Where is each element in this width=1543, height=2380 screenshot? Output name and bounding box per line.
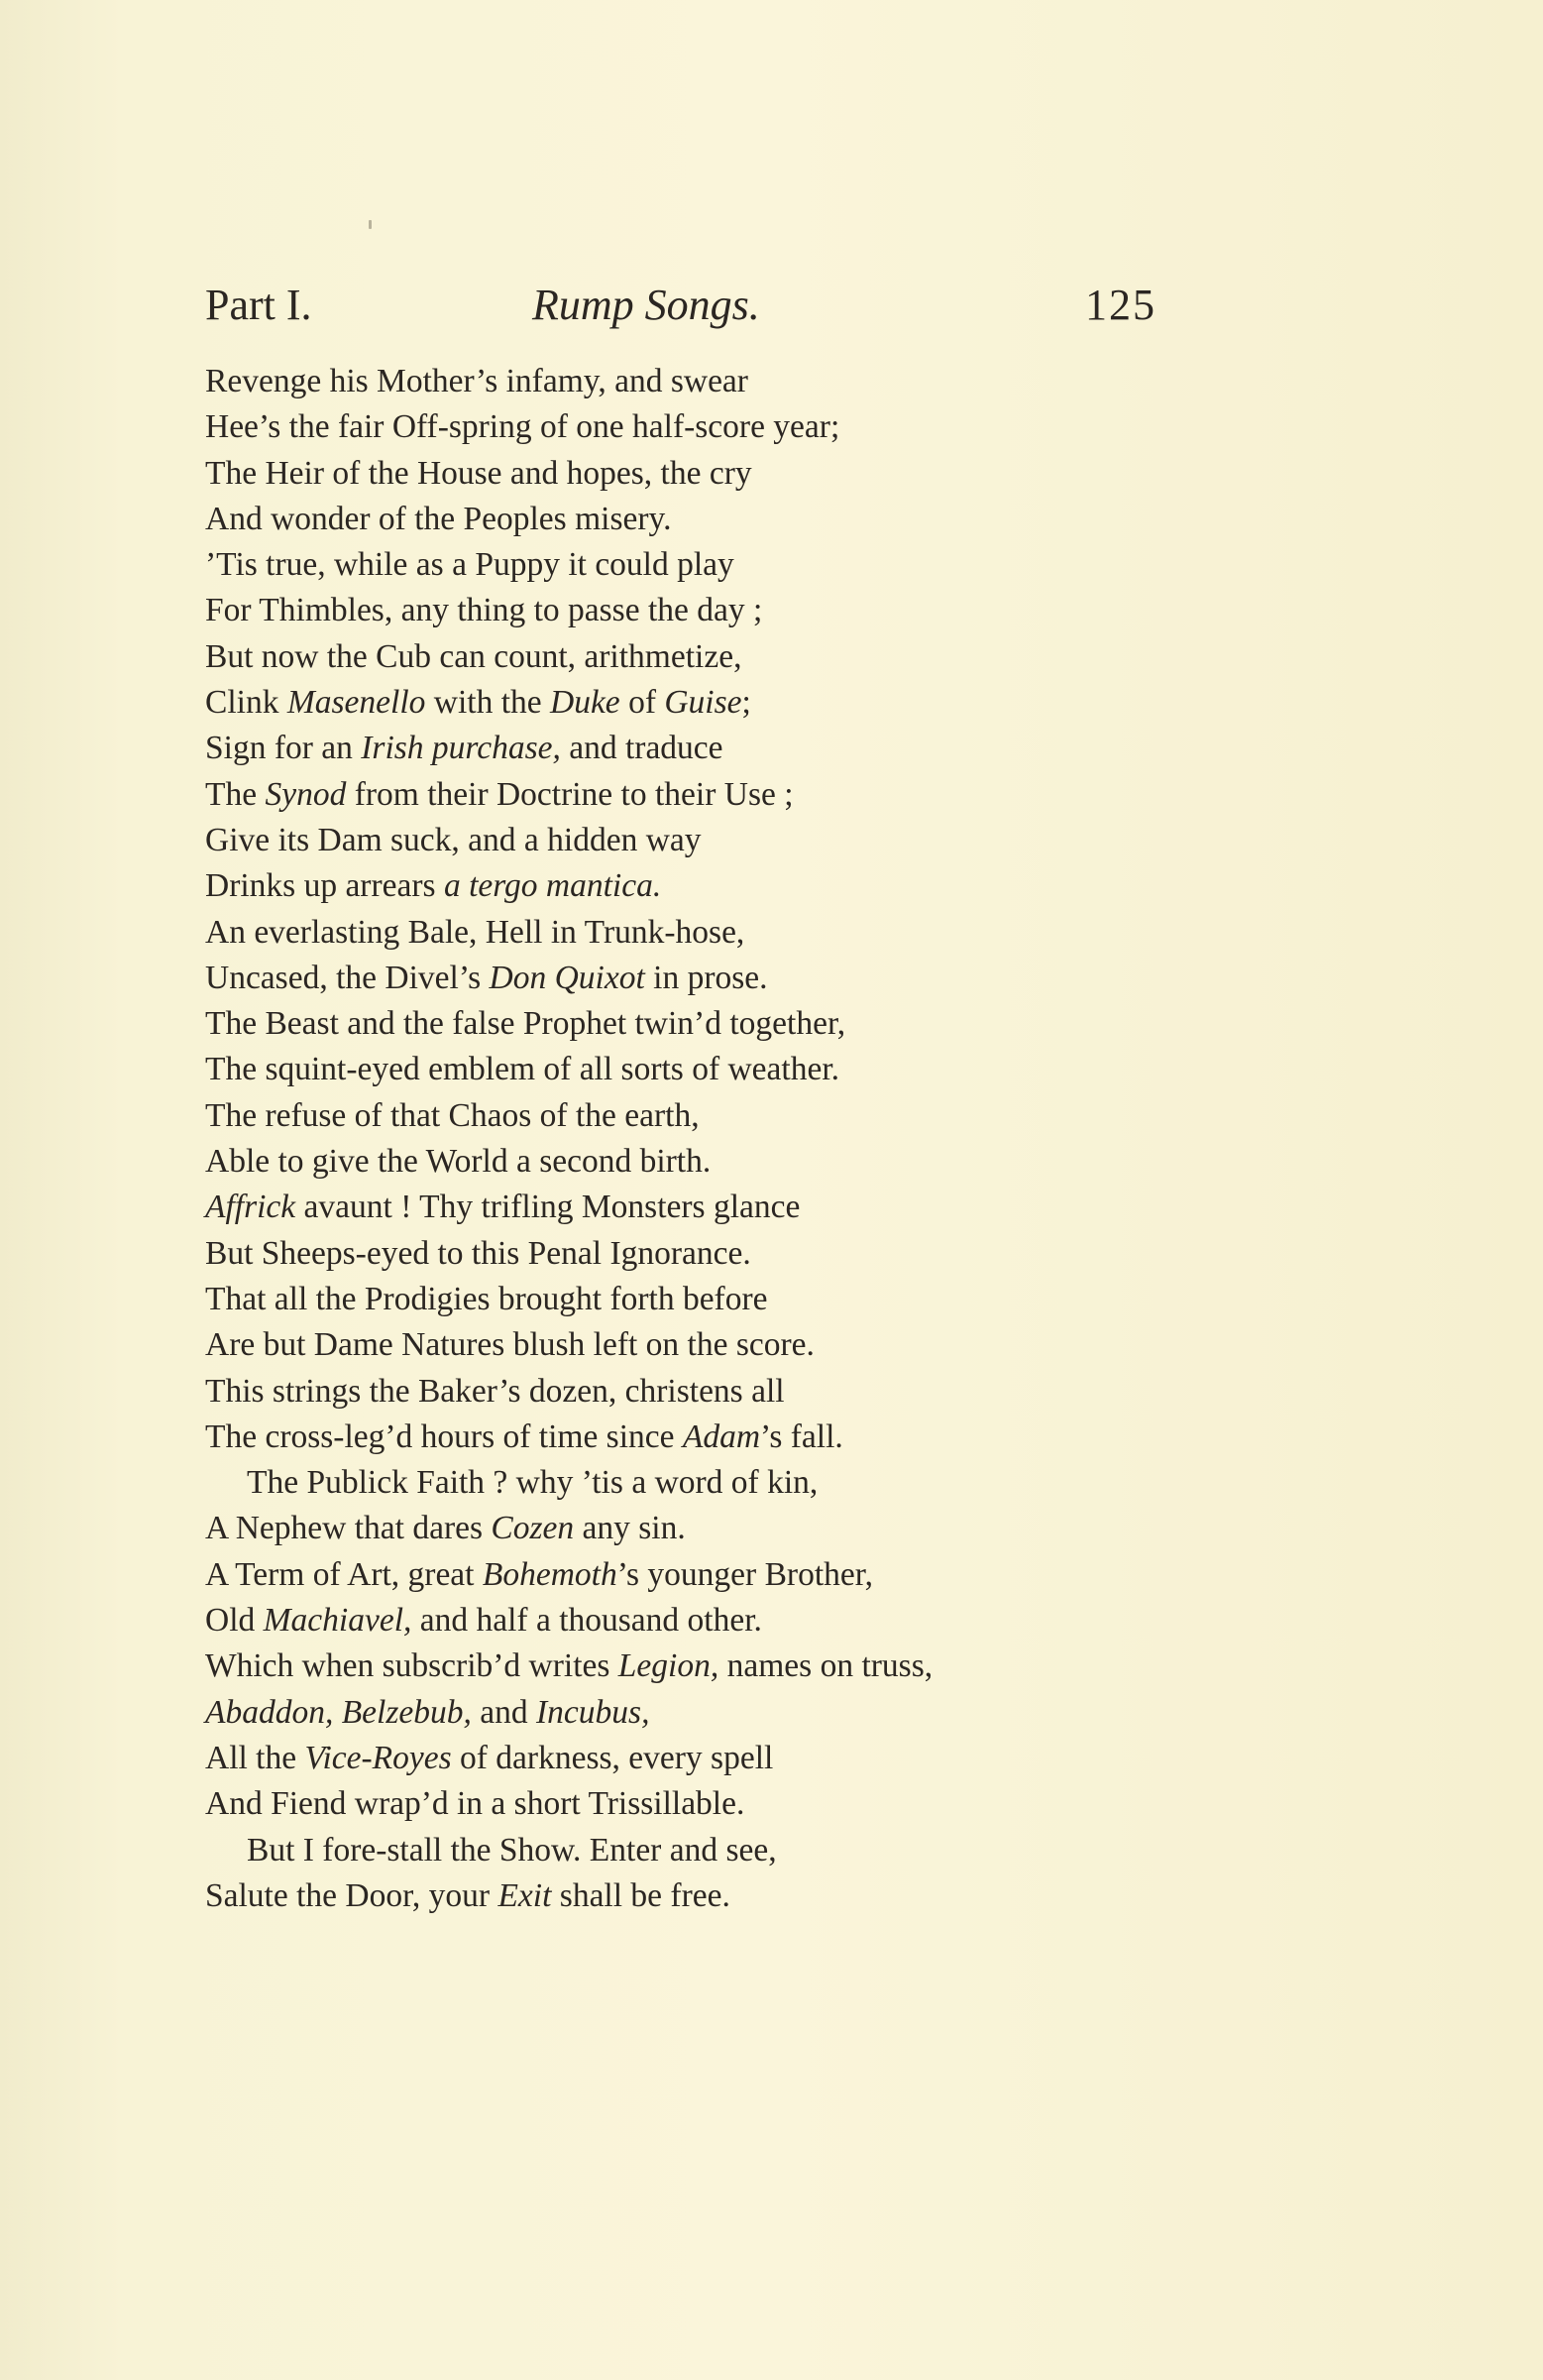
text-segment: And wonder of the Peoples misery.	[205, 500, 672, 537]
text-segment: ;	[741, 684, 751, 722]
text-segment: Uncased, the Divel’s	[205, 959, 490, 996]
italic-segment: Affrick	[205, 1189, 296, 1226]
verse-line	[205, 1828, 1196, 1873]
italic-segment: Cozen	[491, 1510, 575, 1547]
verse-line	[205, 588, 1196, 633]
text-segment: The refuse of that Chaos of the earth,	[205, 1096, 700, 1134]
text-segment: avaunt ! Thy trifling Monsters glance	[295, 1189, 801, 1226]
verse-line	[205, 1690, 1196, 1736]
italic-segment: Vice-Royes	[304, 1739, 452, 1776]
verse-line	[205, 1277, 1196, 1322]
text-segment: But I fore-stall the Show. Enter and see,	[247, 1831, 777, 1869]
verse-line	[205, 818, 1196, 863]
text-segment: ’s younger Brother,	[616, 1555, 873, 1593]
text-segment: names on truss,	[718, 1647, 934, 1685]
verse-line	[205, 497, 1196, 542]
verse-line	[205, 634, 1196, 680]
verse-line	[205, 1506, 1196, 1551]
text-segment: The Heir of the House and hopes, the cry	[205, 454, 752, 492]
text-segment: of	[619, 684, 665, 722]
italic-segment: Don Quixot	[489, 959, 645, 996]
text-segment: Hee’s the fair Off-spring of one half-score year;	[205, 408, 840, 446]
text-segment: That all the Prodigies brought forth before	[205, 1280, 768, 1317]
page-number: 125	[1085, 281, 1157, 329]
verse-line	[205, 1598, 1196, 1643]
running-head	[205, 276, 1157, 335]
verse-line	[205, 1185, 1196, 1230]
text-segment: For Thimbles, any thing to passe the day ;	[205, 592, 763, 629]
italic-segment: Machiavel,	[263, 1602, 412, 1640]
italic-segment: Bohemoth	[482, 1555, 617, 1593]
text-segment: An everlasting Bale, Hell in Trunk-hose,	[205, 913, 745, 951]
text-segment: Revenge his Mother’s infamy, and swear	[205, 363, 748, 399]
text-segment: This strings the Baker’s dozen, christens all	[205, 1372, 785, 1410]
text-segment: ’s fall.	[760, 1417, 843, 1455]
text-segment: with the	[425, 684, 550, 722]
text-segment: All the	[205, 1739, 305, 1776]
text-segment: Are but Dame Natures blush left on the score.	[205, 1326, 815, 1364]
text-segment: any sin.	[574, 1510, 686, 1547]
verse-line	[205, 910, 1196, 956]
verse-line	[205, 359, 1196, 404]
text-segment: Salute the Door, your	[205, 1876, 498, 1914]
verse-line	[205, 1643, 1196, 1689]
verse-line	[205, 451, 1196, 497]
italic-segment: Incubus,	[536, 1693, 650, 1731]
verse-line	[205, 1873, 1196, 1919]
text-segment: ’Tis true, while as a Puppy it could play	[205, 546, 734, 584]
text-segment: The squint-eyed emblem of all sorts of weather.	[205, 1051, 840, 1088]
text-segment: A Term of Art, great	[205, 1555, 483, 1593]
verse-line	[205, 542, 1196, 588]
text-segment: But Sheeps-eyed to this Penal Ignorance.	[205, 1234, 751, 1272]
stray-ink-mark	[369, 220, 372, 229]
text-segment: The	[205, 775, 266, 813]
text-segment: Drinks up arrears	[205, 867, 444, 905]
text-segment: Old	[205, 1602, 264, 1640]
verse-line	[205, 772, 1196, 818]
verse-line	[205, 1781, 1196, 1827]
text-segment: Give its Dam suck, and a hidden way	[205, 821, 702, 858]
verse-line	[205, 1139, 1196, 1185]
text-segment: and traduce	[560, 730, 723, 767]
italic-segment: Synod	[265, 775, 347, 813]
text-segment: shall be free.	[551, 1876, 730, 1914]
text-segment: Sign for an	[205, 730, 362, 767]
text-segment: And Fiend wrap’d in a short Trissillable.	[205, 1785, 745, 1823]
verse-line	[205, 726, 1196, 771]
italic-segment: Guise	[664, 684, 742, 722]
text-segment: of darkness, every spell	[451, 1739, 774, 1776]
italic-segment: Duke	[550, 684, 620, 722]
verse-line	[205, 956, 1196, 1001]
verse-line	[205, 1369, 1196, 1415]
italic-segment: Exit	[497, 1876, 552, 1914]
verse-line	[205, 863, 1196, 909]
text-segment: Which when subscrib’d writes	[205, 1647, 618, 1685]
verse-line	[205, 1736, 1196, 1781]
italic-segment: Irish purchase,	[361, 730, 561, 767]
verse-line	[205, 1322, 1196, 1368]
text-segment: from their Doctrine to their Use ;	[346, 775, 794, 813]
italic-segment: Masenello	[286, 684, 426, 722]
text-segment: A Nephew that dares	[205, 1510, 492, 1547]
italic-segment: a tergo mantica.	[443, 867, 662, 905]
text-segment: and	[471, 1693, 537, 1731]
italic-segment: Adam	[682, 1417, 761, 1455]
running-title: Rump Songs.	[532, 281, 760, 329]
verse-line	[205, 1001, 1196, 1047]
italic-segment: Legion,	[617, 1647, 719, 1685]
text-segment: Able to give the World a second birth.	[205, 1143, 712, 1181]
verse-line	[205, 404, 1196, 450]
text-segment: The Publick Faith ? why ’tis a word of kin,	[247, 1464, 819, 1502]
verse-line	[205, 1415, 1196, 1460]
text-segment: Clink	[205, 684, 287, 722]
text-segment: in prose.	[644, 959, 768, 996]
verse-line	[205, 1093, 1196, 1139]
italic-segment: Abaddon, Belzebub,	[205, 1693, 472, 1731]
text-segment: The Beast and the false Prophet twin’d together,	[205, 1005, 846, 1043]
part-label: Part I.	[205, 281, 312, 329]
poem-text	[205, 359, 1196, 1919]
verse-line	[205, 1552, 1196, 1598]
verse-line	[205, 1047, 1196, 1092]
verse-line	[205, 1231, 1196, 1277]
text-segment: The cross-leg’d hours of time since	[205, 1417, 683, 1455]
text-segment: But now the Cub can count, arithmetize,	[205, 637, 742, 675]
verse-line	[205, 1460, 1196, 1506]
verse-line	[205, 680, 1196, 726]
text-segment: and half a thousand other.	[411, 1602, 762, 1640]
